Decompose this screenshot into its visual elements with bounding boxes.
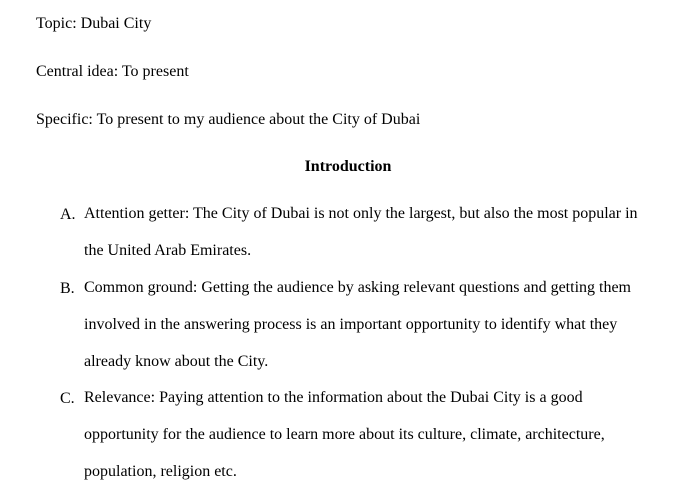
outline-item-text: Attention getter: The City of Dubai is not only the largest, but also the most popular in the United Arab Emirates. <box>84 205 638 259</box>
specific-line: Specific: To present to my audience about the City of Dubai <box>36 111 421 128</box>
topic-line: Topic: Dubai City <box>36 15 152 32</box>
outline-item-label: C. <box>60 390 75 407</box>
outline-item-label: A. <box>60 206 76 223</box>
outline-item-text: Common ground: Getting the audience by asking relevant questions and getting them involved in the answering process is an important opportunity to identify what they already know about the City. <box>84 279 631 370</box>
section-heading: Introduction <box>304 158 392 175</box>
central-idea-line: Central idea: To present <box>36 63 189 80</box>
outline-item-label: B. <box>60 280 75 297</box>
outline-item-text: Relevance: Paying attention to the information about the Dubai City is a good opportunity for the audience to learn more about its culture, climate, architecture, population, religion etc. <box>84 389 605 480</box>
